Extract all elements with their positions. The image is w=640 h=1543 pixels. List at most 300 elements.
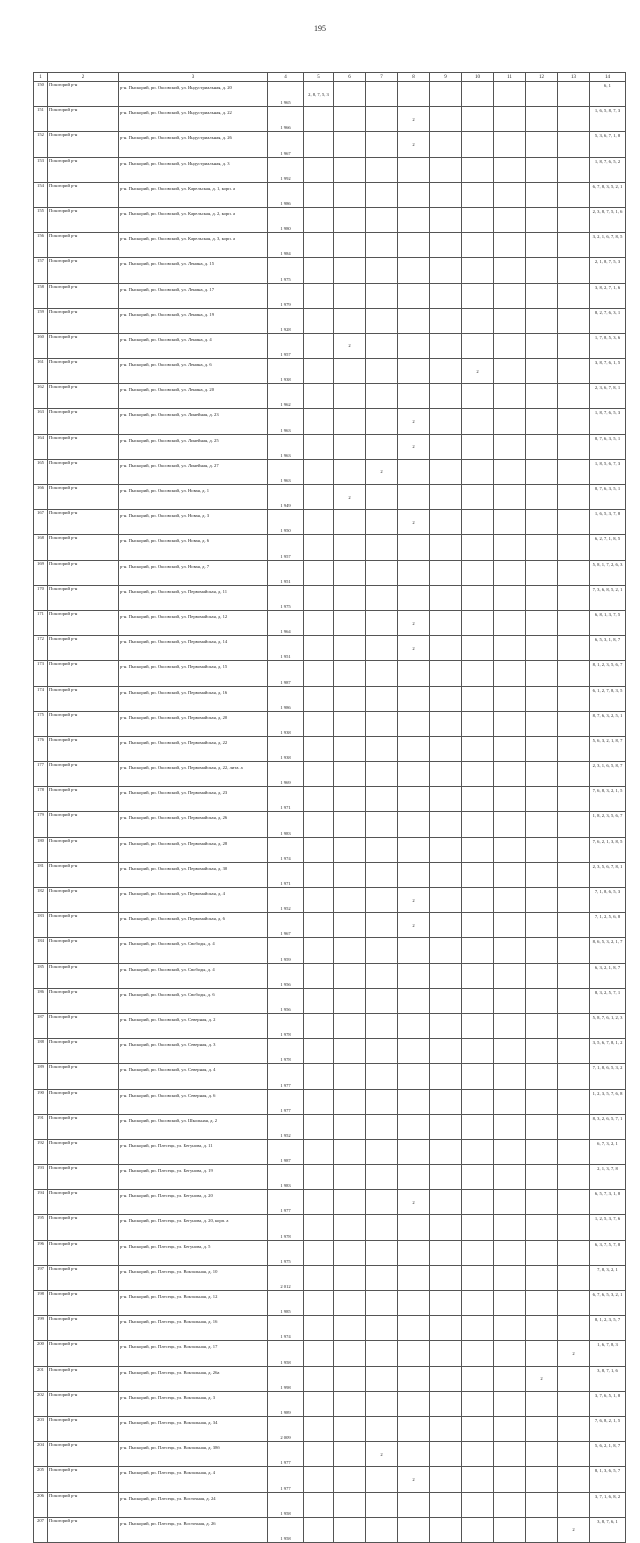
value-cell [334, 585, 366, 610]
year-cell: 1 986 [268, 686, 304, 711]
year-cell: 2 009 [268, 1416, 304, 1441]
value-cell [494, 610, 526, 635]
value-cell [366, 913, 398, 938]
table-row [34, 359, 626, 384]
value-cell [366, 1240, 398, 1265]
value-cell [334, 459, 366, 484]
value-cell [430, 610, 462, 635]
value-cell [430, 837, 462, 862]
year-cell: 1 984 [268, 233, 304, 258]
value-cell [462, 535, 494, 560]
value-cell [526, 258, 558, 283]
value-cell [558, 636, 590, 661]
address-cell: р-н. Пыскорий, рп. Оксовский, ул. Новая, д. 3 [119, 510, 268, 535]
value-cell [558, 1442, 590, 1467]
column-header: 9 [430, 73, 462, 82]
value-cell [334, 1265, 366, 1290]
row-number: 176 [34, 736, 48, 761]
value-cell [494, 1391, 526, 1416]
address-cell: р-н. Пыскорий, рп. Оксовский, ул. Первомайская, д. 16 [119, 686, 268, 711]
district-cell: Пскогорий р-н [48, 1416, 119, 1441]
value-cell [304, 1064, 334, 1089]
row-number: 205 [34, 1467, 48, 1492]
value-cell [334, 82, 366, 107]
value-cell [430, 585, 462, 610]
value-cell [304, 233, 334, 258]
value-cell [526, 585, 558, 610]
value-cell [526, 1089, 558, 1114]
value-cell: 2 [334, 485, 366, 510]
value-cell [558, 661, 590, 686]
value-cell [462, 308, 494, 333]
value-cell [558, 1039, 590, 1064]
table-row [34, 283, 626, 308]
address-cell: р-н. Пыскорий, рп. Плесецк, ул. Вокзальная, д. 3 [119, 1391, 268, 1416]
value-cell [430, 1391, 462, 1416]
value-cell [334, 258, 366, 283]
year-cell: 1 977 [268, 1442, 304, 1467]
district-cell: Пскогорий р-н [48, 1165, 119, 1190]
value-cell [430, 560, 462, 585]
value-cell [398, 1114, 430, 1139]
value-cell [334, 862, 366, 887]
value-cell [398, 359, 430, 384]
value-cell [366, 888, 398, 913]
table-row [34, 1291, 626, 1316]
value-cell [334, 812, 366, 837]
value-cell [430, 762, 462, 787]
value-cell [494, 384, 526, 409]
value-cell [430, 1492, 462, 1517]
year-cell: 1 978 [268, 1215, 304, 1240]
row-number: 196 [34, 1240, 48, 1265]
value-cell [558, 1291, 590, 1316]
table-row [34, 1114, 626, 1139]
codes-cell: 8, 1, 2, 3, 5, 6, 7 [590, 661, 626, 686]
address-cell: р-н. Пыскорий, рп. Оксовский, ул. Линейная, д. 27 [119, 459, 268, 484]
table-row [34, 610, 626, 635]
row-number: 195 [34, 1215, 48, 1240]
value-cell [334, 1165, 366, 1190]
table-row [34, 762, 626, 787]
value-cell [430, 963, 462, 988]
value-cell [558, 686, 590, 711]
value-cell [334, 384, 366, 409]
value-cell [430, 988, 462, 1013]
value-cell [366, 1190, 398, 1215]
codes-cell: 6, 7, 3, 2, 1 [590, 1139, 626, 1164]
table-row [34, 182, 626, 207]
value-cell [526, 283, 558, 308]
value-cell [304, 434, 334, 459]
value-cell: 2 [366, 1442, 398, 1467]
value-cell [526, 1013, 558, 1038]
table-row [34, 938, 626, 963]
value-cell [462, 938, 494, 963]
value-cell [398, 963, 430, 988]
row-number: 162 [34, 384, 48, 409]
district-cell: Пскогорий р-н [48, 1139, 119, 1164]
value-cell [526, 1467, 558, 1492]
value-cell [366, 1492, 398, 1517]
row-number: 171 [34, 610, 48, 635]
value-cell [462, 762, 494, 787]
value-cell [558, 1089, 590, 1114]
value-cell [430, 1265, 462, 1290]
value-cell [494, 1013, 526, 1038]
value-cell [304, 762, 334, 787]
value-cell [526, 1240, 558, 1265]
value-cell [398, 233, 430, 258]
value-cell [558, 1190, 590, 1215]
row-number: 198 [34, 1291, 48, 1316]
table-row [34, 157, 626, 182]
value-cell [494, 1190, 526, 1215]
value-cell [334, 1114, 366, 1139]
table-row [34, 434, 626, 459]
value-cell [462, 610, 494, 635]
value-cell [398, 787, 430, 812]
district-cell: Пскогорий р-н [48, 1442, 119, 1467]
value-cell [494, 459, 526, 484]
table-row [34, 661, 626, 686]
year-cell: 1 952 [268, 1114, 304, 1139]
district-cell: Пскогорий р-н [48, 82, 119, 107]
value-cell [398, 258, 430, 283]
value-cell [462, 963, 494, 988]
value-cell [398, 207, 430, 232]
value-cell [558, 434, 590, 459]
value-cell [430, 787, 462, 812]
row-number: 201 [34, 1366, 48, 1391]
address-cell: р-н. Пыскорий, рп. Плесецк, ул. Вокзальная, д. 16 [119, 1316, 268, 1341]
value-cell [494, 636, 526, 661]
value-cell [304, 132, 334, 157]
value-cell [366, 560, 398, 585]
value-cell [366, 1064, 398, 1089]
value-cell [430, 1366, 462, 1391]
value-cell [558, 283, 590, 308]
codes-cell: 6, 5, 3, 1, 8, 7 [590, 636, 626, 661]
year-cell: 1 977 [268, 1190, 304, 1215]
value-cell [558, 485, 590, 510]
value-cell [558, 1265, 590, 1290]
value-cell [494, 283, 526, 308]
value-cell [558, 1215, 590, 1240]
value-cell [462, 409, 494, 434]
value-cell [526, 1039, 558, 1064]
value-cell [398, 485, 430, 510]
value-cell [304, 409, 334, 434]
district-cell: Пскогорий р-н [48, 837, 119, 862]
year-cell: 1 958 [268, 1492, 304, 1517]
address-cell: р-н. Пыскорий, рп. Оксовский, ул. Индустриальная, д. 22 [119, 107, 268, 132]
value-cell [398, 1215, 430, 1240]
codes-cell: 7, 1, 8, 6, 5, 3, 2 [590, 1064, 626, 1089]
address-cell: р-н. Пыскорий, рп. Оксовский, ул. Северная, д. 6 [119, 1089, 268, 1114]
row-number: 168 [34, 535, 48, 560]
value-cell [398, 1517, 430, 1542]
codes-cell: 6, 1, 2, 7, 8, 3, 5 [590, 686, 626, 711]
table-row [34, 82, 626, 107]
codes-cell: 6, 1 [590, 82, 626, 107]
value-cell [430, 82, 462, 107]
value-cell [334, 107, 366, 132]
address-cell: р-н. Пыскорий, рп. Оксовский, ул. Первомайская, д. 30 [119, 862, 268, 887]
value-cell [462, 1089, 494, 1114]
district-cell: Пскогорий р-н [48, 233, 119, 258]
value-cell [304, 787, 334, 812]
value-cell [398, 1139, 430, 1164]
value-cell [304, 308, 334, 333]
value-cell [366, 157, 398, 182]
district-cell: Пскогорий р-н [48, 1240, 119, 1265]
value-cell [430, 233, 462, 258]
year-cell: 1 951 [268, 560, 304, 585]
district-cell: Пскогорий р-н [48, 636, 119, 661]
value-cell [462, 1366, 494, 1391]
value-cell [366, 82, 398, 107]
codes-cell: 8, 7, 6, 3, 5, 1 [590, 485, 626, 510]
district-cell: Пскогорий р-н [48, 182, 119, 207]
table-row [34, 384, 626, 409]
address-cell: р-н. Пыскорий, рп. Оксовский, ул. Северная, д. 2 [119, 1013, 268, 1038]
value-cell [398, 283, 430, 308]
value-cell [334, 132, 366, 157]
year-cell: 1 967 [268, 132, 304, 157]
value-cell [334, 560, 366, 585]
year-cell: 1 971 [268, 787, 304, 812]
value-cell [398, 812, 430, 837]
value-cell [526, 1517, 558, 1542]
value-cell [494, 661, 526, 686]
column-header: 11 [494, 73, 526, 82]
value-cell [462, 1492, 494, 1517]
value-cell [558, 938, 590, 963]
row-number: 177 [34, 762, 48, 787]
value-cell [304, 636, 334, 661]
address-cell: р-н. Пыскорий, рп. Оксовский, ул. Первомайская, д. 28 [119, 837, 268, 862]
value-cell [366, 1265, 398, 1290]
value-cell [398, 711, 430, 736]
district-cell: Пскогорий р-н [48, 485, 119, 510]
address-cell: р-н. Пыскорий, рп. Оксовский, ул. Ленина, д. 17 [119, 283, 268, 308]
address-cell: р-н. Пыскорий, рп. Плесецк, ул. Вокзальная, д. 26а [119, 1366, 268, 1391]
value-cell [366, 1165, 398, 1190]
codes-cell: 7, 6, 8, 3, 2, 1, 5 [590, 787, 626, 812]
value-cell [366, 1215, 398, 1240]
value-cell [304, 1013, 334, 1038]
row-number: 151 [34, 107, 48, 132]
codes-cell: 8, 3, 2, 6, 5, 7, 1 [590, 1114, 626, 1139]
value-cell [462, 988, 494, 1013]
value-cell [526, 711, 558, 736]
value-cell [526, 862, 558, 887]
district-cell: Пскогорий р-н [48, 888, 119, 913]
value-cell [494, 988, 526, 1013]
district-cell: Пскогорий р-н [48, 283, 119, 308]
row-number: 163 [34, 409, 48, 434]
value-cell [398, 1240, 430, 1265]
codes-cell: 3, 8, 7, 6, 1, 5 [590, 359, 626, 384]
column-header: 7 [366, 73, 398, 82]
year-cell: 1 975 [268, 585, 304, 610]
district-cell: Пскогорий р-н [48, 207, 119, 232]
value-cell [304, 913, 334, 938]
address-cell: р-н. Пыскорий, рп. Плесецк, ул. Вокзальная, д. 4 [119, 1467, 268, 1492]
district-cell: Пскогорий р-н [48, 711, 119, 736]
column-header: 5 [304, 73, 334, 82]
value-cell [526, 560, 558, 585]
value-cell [494, 409, 526, 434]
value-cell [398, 1089, 430, 1114]
value-cell [558, 82, 590, 107]
value-cell [526, 837, 558, 862]
value-cell [430, 1416, 462, 1441]
row-number: 197 [34, 1265, 48, 1290]
value-cell [366, 636, 398, 661]
table-row [34, 1064, 626, 1089]
value-cell [558, 207, 590, 232]
row-number: 186 [34, 988, 48, 1013]
value-cell [430, 862, 462, 887]
value-cell [334, 762, 366, 787]
codes-cell: 1, 8, 2, 3, 5, 6, 7 [590, 812, 626, 837]
value-cell [304, 888, 334, 913]
value-cell [462, 384, 494, 409]
value-cell [366, 207, 398, 232]
value-cell [334, 157, 366, 182]
row-number: 199 [34, 1316, 48, 1341]
value-cell [304, 1114, 334, 1139]
table-row [34, 636, 626, 661]
address-cell: р-н. Пыскорий, рп. Оксовский, ул. Первомайская, д. 12 [119, 610, 268, 635]
value-cell [558, 913, 590, 938]
value-cell [430, 686, 462, 711]
address-cell: р-н. Пыскорий, рп. Плесецк, ул. Вокзальная, д. 12 [119, 1291, 268, 1316]
value-cell [494, 585, 526, 610]
row-number: 202 [34, 1391, 48, 1416]
value-cell [462, 711, 494, 736]
value-cell [494, 762, 526, 787]
value-cell [494, 157, 526, 182]
value-cell [304, 485, 334, 510]
value-cell [304, 1492, 334, 1517]
table-row [34, 1013, 626, 1038]
value-cell [462, 1341, 494, 1366]
table-row [34, 913, 626, 938]
value-cell [334, 535, 366, 560]
district-cell: Пскогорий р-н [48, 661, 119, 686]
row-number: 167 [34, 510, 48, 535]
table-row [34, 409, 626, 434]
value-cell [558, 762, 590, 787]
value-cell [558, 1013, 590, 1038]
codes-cell: 2, 1, 8, 7, 5, 3 [590, 258, 626, 283]
row-number: 172 [34, 636, 48, 661]
value-cell [430, 888, 462, 913]
value-cell [334, 308, 366, 333]
row-number: 165 [34, 459, 48, 484]
address-cell: р-н. Пыскорий, рп. Оксовский, ул. Первомайская, д. 22 [119, 736, 268, 761]
value-cell [398, 182, 430, 207]
value-cell [430, 1013, 462, 1038]
value-cell [462, 560, 494, 585]
district-cell: Пскогорий р-н [48, 812, 119, 837]
table-row [34, 459, 626, 484]
value-cell [398, 862, 430, 887]
value-cell [366, 686, 398, 711]
value-cell [558, 1114, 590, 1139]
value-cell [334, 1416, 366, 1441]
value-cell [334, 1517, 366, 1542]
value-cell [526, 182, 558, 207]
table-row [34, 1416, 626, 1441]
table-row [34, 585, 626, 610]
year-cell: 1 975 [268, 1240, 304, 1265]
row-number: 185 [34, 963, 48, 988]
value-cell [558, 963, 590, 988]
address-cell: р-н. Пыскорий, рп. Плесецк, ул. Вокзальная, д. 10 [119, 1265, 268, 1290]
page-number: 195 [314, 24, 326, 33]
value-cell [462, 82, 494, 107]
year-cell: 1 983 [268, 1165, 304, 1190]
address-cell: р-н. Пыскорий, рп. Оксовский, ул. Карельская, д. 1, корп. а [119, 182, 268, 207]
value-cell [304, 107, 334, 132]
value-cell [430, 736, 462, 761]
district-cell: Пскогорий р-н [48, 434, 119, 459]
value-cell [494, 233, 526, 258]
value-cell [558, 888, 590, 913]
value-cell [462, 1165, 494, 1190]
table-row [34, 333, 626, 358]
year-cell: 1 951 [268, 636, 304, 661]
value-cell [430, 283, 462, 308]
value-cell: 2 [398, 132, 430, 157]
year-cell: 1 971 [268, 862, 304, 887]
data-table [33, 72, 626, 1543]
value-cell [494, 938, 526, 963]
year-cell: 1 963 [268, 459, 304, 484]
value-cell [526, 661, 558, 686]
year-cell: 1 977 [268, 1089, 304, 1114]
value-cell [526, 636, 558, 661]
district-cell: Пскогорий р-н [48, 1391, 119, 1416]
value-cell [366, 711, 398, 736]
value-cell: 2 [398, 636, 430, 661]
table-row [34, 1240, 626, 1265]
value-cell [304, 1089, 334, 1114]
row-number: 179 [34, 812, 48, 837]
value-cell: 2 [398, 107, 430, 132]
value-cell [366, 610, 398, 635]
address-cell: р-н. Пыскорий, рп. Оксовский, ул. Ленина, д. 6 [119, 359, 268, 384]
codes-cell: 6, 8, 1, 3, 7, 5 [590, 610, 626, 635]
value-cell [430, 938, 462, 963]
column-header: 4 [268, 73, 304, 82]
value-cell [430, 409, 462, 434]
codes-cell: 2, 3, 6, 7, 8, 1 [590, 384, 626, 409]
value-cell [526, 938, 558, 963]
value-cell [398, 585, 430, 610]
value-cell [304, 333, 334, 358]
row-number: 159 [34, 308, 48, 333]
value-cell [334, 207, 366, 232]
value-cell [366, 1089, 398, 1114]
value-cell [398, 1291, 430, 1316]
value-cell [462, 182, 494, 207]
value-cell [334, 888, 366, 913]
